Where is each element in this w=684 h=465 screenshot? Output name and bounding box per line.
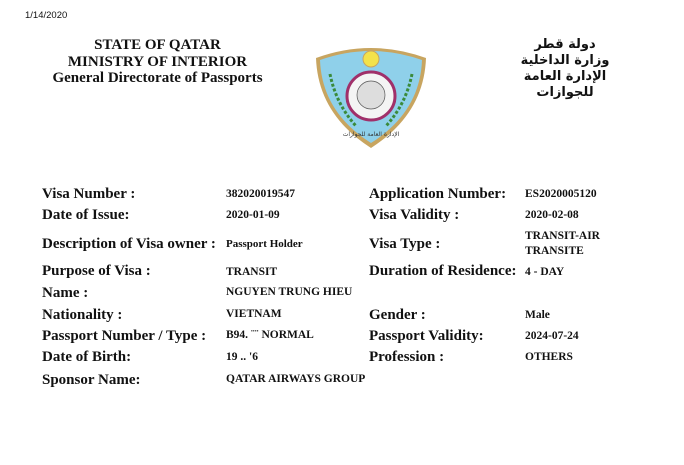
header-directorate: General Directorate of Passports — [52, 70, 263, 86]
value: 4 - DAY — [525, 266, 565, 278]
print-date: 1/14/2020 — [25, 10, 68, 21]
header-state: STATE OF QATAR — [94, 37, 221, 53]
value: 2024-07-24 — [525, 330, 579, 342]
label: Sponsor Name: — [42, 372, 141, 388]
label: Nationality : — [42, 307, 123, 323]
value: Passport Holder — [226, 238, 303, 250]
emblem-text: الإدارة العامة للجوازات — [342, 131, 400, 138]
label: Duration of Residence: — [369, 263, 517, 279]
value: OTHERS — [525, 351, 573, 363]
row-name — [0, 285, 684, 305]
ministry-emblem-icon — [312, 44, 430, 150]
label: Name : — [42, 285, 89, 301]
row-nationality — [0, 307, 684, 327]
row-passport — [0, 328, 684, 348]
header-ar-directorate: الإدارة العامة للجوازات — [523, 69, 607, 100]
value: VIETNAM — [226, 308, 282, 320]
value: TRANSITE — [525, 245, 584, 257]
label: Gender : — [369, 307, 426, 323]
header-english — [40, 37, 275, 87]
label: Date of Issue: — [42, 207, 130, 223]
value: 2020-02-08 — [525, 209, 579, 221]
header-ar-ministry: وزارة الداخلية — [520, 53, 610, 68]
label: Date of Birth: — [42, 349, 132, 365]
label: Description of Visa owner : — [42, 236, 216, 252]
label: Purpose of Visa : — [42, 263, 151, 279]
row-date-of-birth — [0, 349, 684, 369]
value: ES2020005120 — [525, 188, 597, 200]
label: Visa Validity : — [369, 207, 460, 223]
label: Profession : — [369, 349, 445, 365]
value: 382020019547 — [226, 188, 295, 200]
value: 19 .. '6 — [226, 351, 258, 363]
row-visa-owner — [0, 230, 684, 257]
header-arabic — [500, 37, 630, 101]
row-sponsor — [0, 372, 684, 392]
label: Application Number: — [369, 186, 507, 202]
row-visa-number — [0, 186, 684, 206]
value: 2020-01-09 — [226, 209, 280, 221]
header-ar-state: دولة قطر — [534, 37, 596, 52]
label: Passport Number / Type : — [42, 328, 207, 344]
value: Male — [525, 309, 550, 321]
value: B94. ¨¨ NORMAL — [226, 329, 314, 341]
row-purpose — [0, 263, 684, 283]
value: TRANSIT-AIR — [525, 230, 600, 242]
value: QATAR AIRWAYS GROUP — [226, 373, 366, 385]
label: Passport Validity: — [369, 328, 484, 344]
label: Visa Number : — [42, 186, 136, 202]
value: TRANSIT — [226, 266, 278, 278]
label: Visa Type : — [369, 236, 441, 252]
row-date-of-issue — [0, 207, 684, 227]
value: NGUYEN TRUNG HIEU — [226, 286, 353, 298]
header-ministry: MINISTRY OF INTERIOR — [67, 53, 248, 70]
